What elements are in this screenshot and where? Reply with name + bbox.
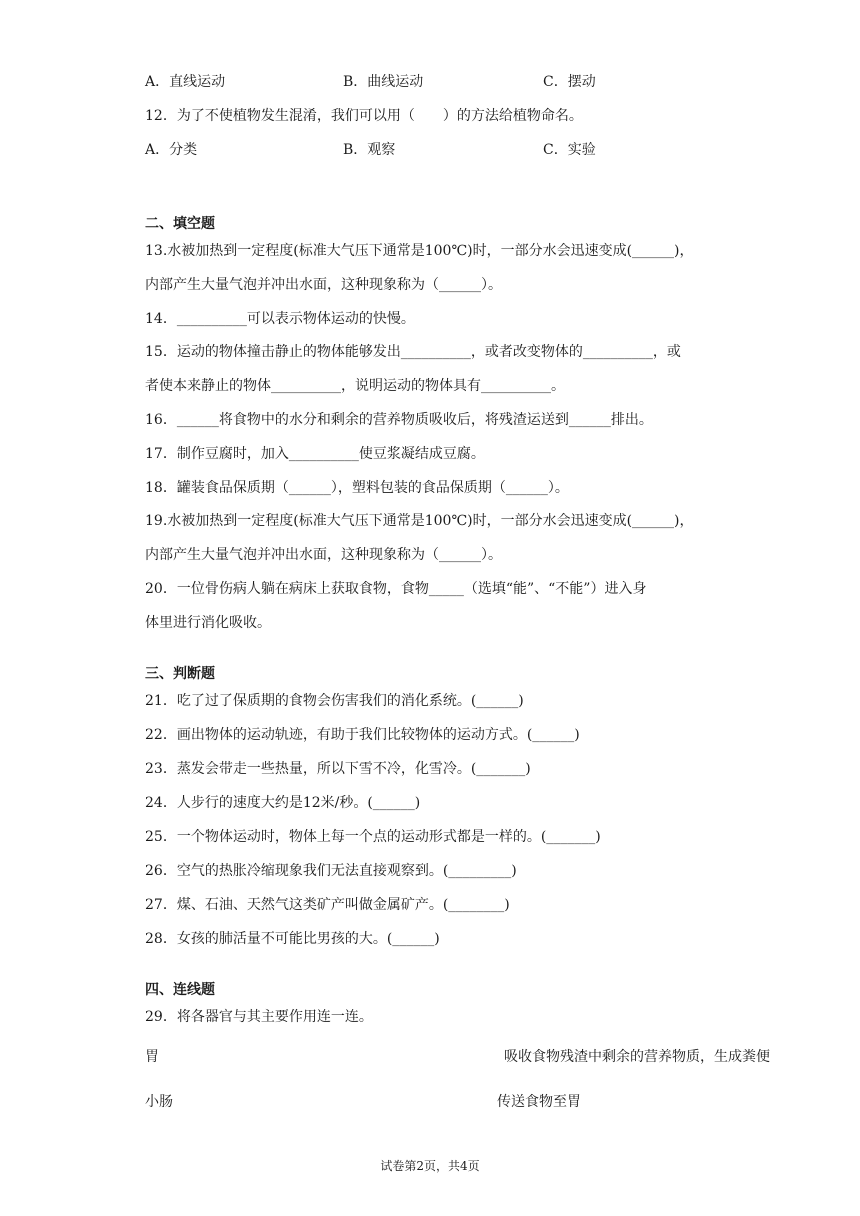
question-19-line-2: 内部产生大量气泡并冲出水面，这种现象称为（______）。 (145, 547, 502, 563)
question-23: 23．蒸发会带走一些热量，所以下雪不冷，化雪冷。(_______) (145, 761, 531, 777)
question-12: 12．为了不使植物发生混淆，我们可以用（ ）的方法给植物命名。 (145, 108, 583, 124)
question-28: 28．女孩的肺活量不可能比男孩的大。(______) (145, 931, 440, 947)
q12-option-b: B．观察 (343, 142, 396, 158)
q11-option-c: C．摆动 (543, 74, 596, 90)
question-17: 17．制作豆腐时，加入__________使豆浆凝结成豆腐。 (145, 446, 485, 462)
match-right-item-2: 传送食物至胃 (497, 1094, 581, 1110)
page-footer: 试卷第2页，共4页 (380, 1159, 480, 1173)
question-19-line-1: 19.水被加热到一定程度(标准大气压下通常是100℃)时，一部分水会迅速变成(______)， (145, 513, 694, 529)
section-heading-true-false: 三、判断题 (145, 666, 215, 682)
question-21: 21．吃了过了保质期的食物会伤害我们的消化系统。(______) (145, 693, 524, 709)
question-27: 27．煤、石油、天然气这类矿产叫做金属矿产。(________) (145, 897, 510, 913)
q11-option-a: A．直线运动 (145, 74, 226, 90)
q12-option-c: C．实验 (543, 142, 596, 158)
question-24: 24．人步行的速度大约是12米/秒。(______) (145, 795, 421, 811)
q11-option-b: B．曲线运动 (343, 74, 424, 90)
section-heading-matching: 四、连线题 (145, 982, 215, 998)
question-20-line-1: 20．一位骨伤病人躺在病床上获取食物，食物_____（选填“能”、“不能”）进入身 (145, 581, 647, 597)
match-right-item-1: 吸收食物残渣中剩余的营养物质，生成粪便 (504, 1049, 770, 1065)
question-13-line-1: 13.水被加热到一定程度(标准大气压下通常是100℃)时，一部分水会迅速变成(______)， (145, 243, 694, 259)
match-left-item-stomach: 胃 (145, 1049, 159, 1065)
question-22: 22．画出物体的运动轨迹，有助于我们比较物体的运动方式。(______) (145, 727, 580, 743)
question-16: 16．______将食物中的水分和剩余的营养物质吸收后，将残渣运送到______排出。 (145, 412, 653, 428)
q12-option-a: A．分类 (145, 142, 198, 158)
question-18: 18．罐装食品保质期（______），塑料包装的食品保质期（______）。 (145, 480, 569, 496)
question-29: 29．将各器官与其主要作用连一连。 (145, 1009, 373, 1025)
question-15-line-1: 15．运动的物体撞击静止的物体能够发出__________，或者改变物体的__________，或 (145, 344, 681, 360)
question-20-line-2: 体里进行消化吸收。 (145, 615, 271, 631)
question-13-line-2: 内部产生大量气泡并冲出水面，这种现象称为（______）。 (145, 277, 502, 293)
question-14: 14．__________可以表示物体运动的快慢。 (145, 311, 415, 327)
question-25: 25．一个物体运动时，物体上每一个点的运动形式都是一样的。(_______) (145, 829, 601, 845)
question-26: 26．空气的热胀冷缩现象我们无法直接观察到。(_________) (145, 863, 517, 879)
section-heading-fill-in: 二、填空题 (145, 216, 215, 232)
question-15-line-2: 者使本来静止的物体__________，说明运动的物体具有__________。 (145, 378, 565, 394)
match-left-item-small-intestine: 小肠 (145, 1094, 173, 1110)
